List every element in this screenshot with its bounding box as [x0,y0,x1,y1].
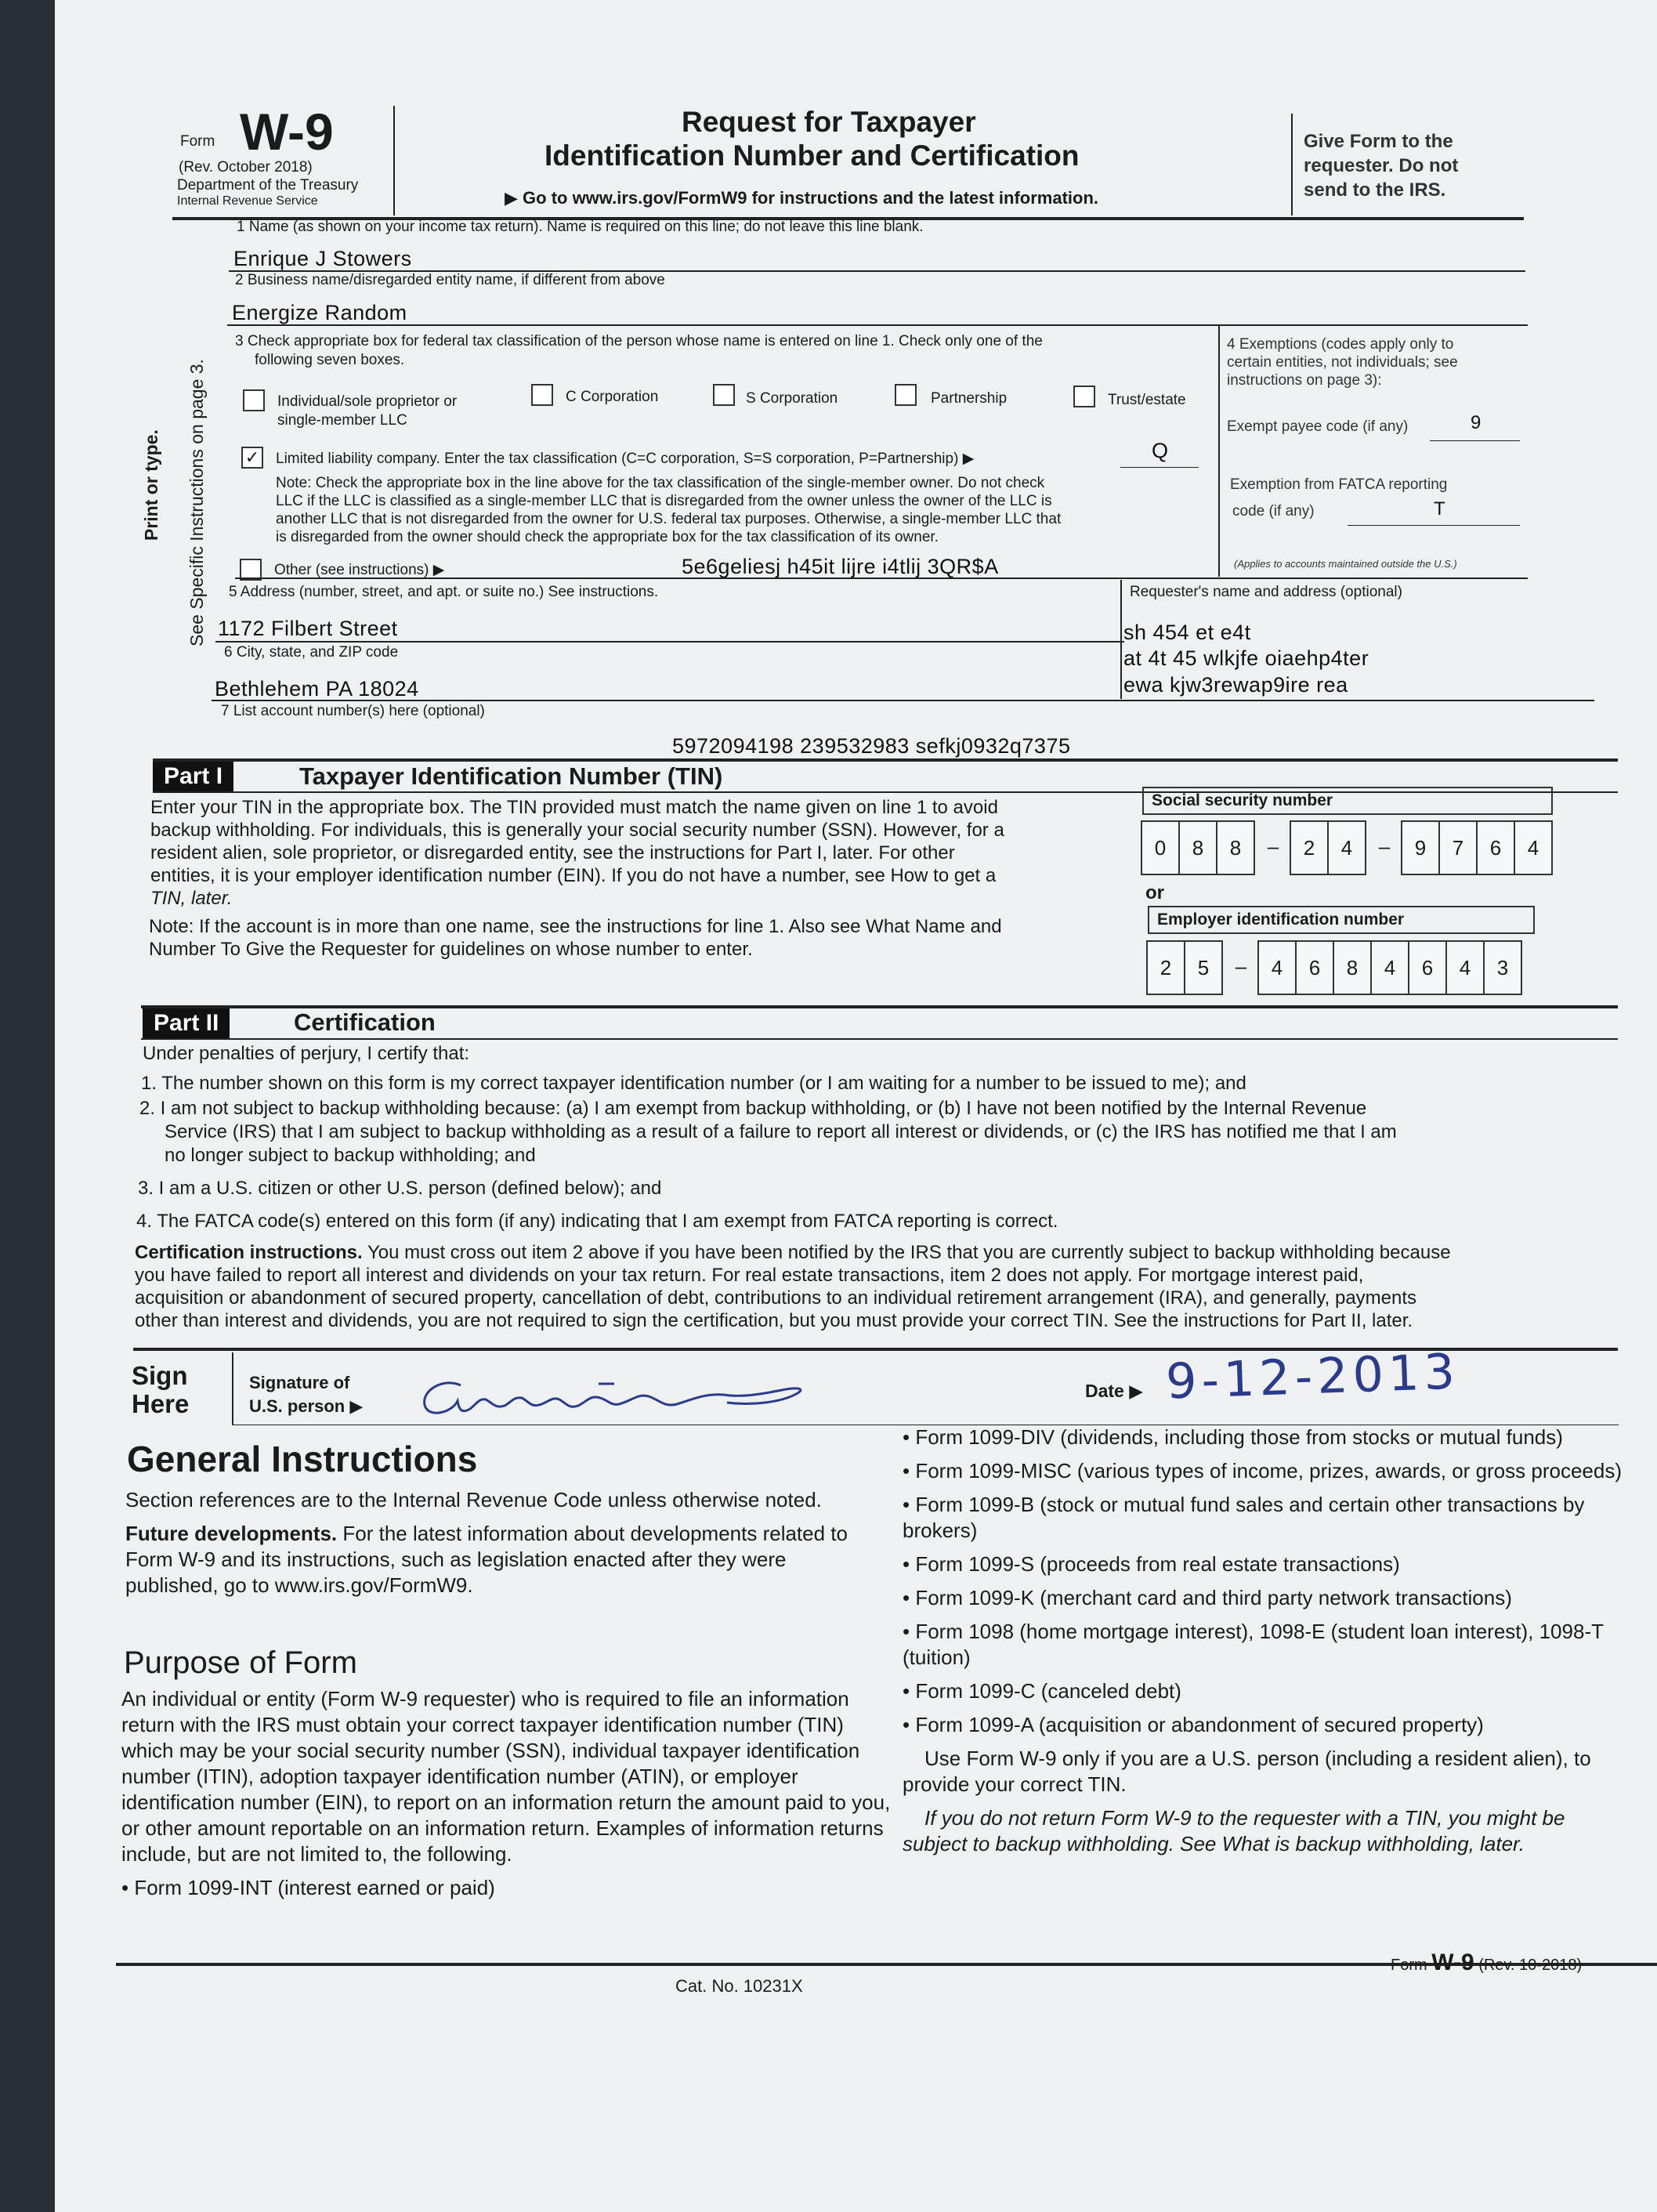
cert-instructions [135,1241,1623,1332]
line2-label: 2 Business name/disregarded entity name, if different from above [235,272,665,288]
cert-instructions-2: you have failed to report all interest and dividends on your tax return. For real estate transactions, item 2 does not apply. For mortgage interest paid, [135,1265,1364,1286]
cert-item-2-line-2: Service (IRS) that I am subject to backup withholding as a result of a failure to report all interest or dividends, or (c) the IRS has notified me that I am [165,1121,1397,1142]
bullet-1098: • Form 1098 (home mortgage interest), 1098-E (student loan interest), 1098-T (tuition) [903,1620,1604,1669]
cert-item-3: 3. I am a U.S. citizen or other U.S. person (defined below); and [138,1178,662,1199]
print-or-type: Print or type. [141,429,161,541]
ssn-digit[interactable]: 9 [1401,820,1440,875]
purpose-heading: Purpose of Form [124,1645,357,1680]
general-instructions-right [903,1425,1623,1865]
future-developments-text: For the latest information about developments related to Form W-9 and its instructions, such as legislation enacted after they were published, go to www.irs.gov/FormW9. [125,1522,848,1597]
cert-item-2-line-1: 2. I am not subject to backup withholding because: (a) I am exempt from backup withholding, or (b) I have not been notified by the Internal Revenue [139,1098,1367,1119]
ssn-digit[interactable]: 4 [1327,820,1366,875]
ein-digit[interactable]: 6 [1408,940,1447,995]
exemptions-label-2: certain entities, not individuals; see [1227,354,1458,371]
ssn-field[interactable] [1142,820,1553,875]
exemptions-label-1: 4 Exemptions (codes apply only to [1227,336,1454,353]
purpose-column [121,1686,897,1909]
part2-tag: Part II [143,1008,230,1038]
handwritten-signature [414,1362,821,1425]
bullet-1099-c: • Form 1099-C (canceled debt) [903,1679,1181,1703]
line6-label: 6 City, state, and ZIP code [224,644,399,661]
general-instructions-left [125,1487,877,1606]
signature-label-1: Signature of [249,1373,350,1392]
fatca-applies-note: (Applies to accounts maintained outside the U.S.) [1234,558,1457,570]
line7-account-value[interactable]: 5972094198 239532983 sefkj0932q7375 [672,734,1071,758]
signature-label-2: U.S. person ▶ [249,1396,364,1416]
line5-address-value[interactable]: 1172 Filbert Street [218,617,398,640]
llc-checkbox[interactable]: ✓ [241,447,263,469]
ein-field[interactable] [1148,940,1522,995]
cert-item-2-line-3: no longer subject to backup withholding; and [165,1145,536,1166]
ein-digit[interactable]: 2 [1146,940,1185,995]
part2-title: Certification [294,1008,436,1036]
ssn-digit[interactable]: 0 [1141,820,1180,875]
section-references-text: Section references are to the Internal Revenue Code unless otherwise noted. [125,1488,822,1511]
part1-text-3: resident alien, sole proprietor, or disregarded entity, see the instructions for Part I, later. For other [150,842,955,863]
goto-instructions: ▶ Go to www.irs.gov/FormW9 for instructions and the latest information. [505,188,1099,208]
line3-label-1: 3 Check appropriate box for federal tax classification of the person whose name is entered on line 1. Check only one of the [235,333,1043,349]
llc-note-1: Note: Check the appropriate box in the line above for the tax classification of the single-member owner. Do not check [276,475,1045,491]
requester-line-1[interactable]: sh 454 et e4t [1123,621,1251,644]
signature-label [249,1371,363,1418]
cert-item-4: 4. The FATCA code(s) entered on this form (if any) indicating that I am exempt from FATCA reporting is correct. [136,1211,1058,1232]
other-label: Other (see instructions) ▶ [274,562,445,578]
give-form-note: Give Form to the requester. Do not send to the IRS. [1304,131,1459,201]
partnership-checkbox[interactable] [895,384,917,406]
or-label: or [1145,882,1164,903]
line3-label-2: following seven boxes. [255,352,405,368]
requester-label: Requester's name and address (optional) [1130,584,1402,600]
line1-name-value[interactable]: Enrique J Stowers [233,247,412,270]
footer-form-name: W-9 [1431,1950,1474,1975]
sign-word: Sign [132,1361,188,1390]
bullet-1099-misc: • Form 1099-MISC (various types of income, prizes, awards, or gross proceeds) [903,1459,1622,1483]
individual-checkbox[interactable] [243,389,265,411]
footer-form-word: Form [1391,1957,1427,1974]
s-corporation-checkbox[interactable] [713,384,735,406]
line5-label: 5 Address (number, street, and apt. or suite no.) See instructions. [229,584,659,600]
bullet-1099-s: • Form 1099-S (proceeds from real estate transactions) [903,1552,1400,1576]
cert-instructions-3: acquisition or abandonment of secured property, cancellation of debt, contributions to an individual retirement arrangement (IRA), and generally, payments [135,1287,1417,1309]
ssn-dash: – [1378,834,1391,858]
ssn-dash: – [1267,834,1279,858]
llc-note-3: another LLC that is not disregarded from the owner for U.S. federal tax purposes. Otherwise, a single-member LLC that [276,511,1062,527]
llc-note-4: is disregarded from the owner should check the appropriate box for the tax classification of its owner. [276,529,939,545]
c-corporation-checkbox[interactable] [531,384,553,406]
part1-text-5: TIN, later. [150,888,233,909]
part1-note-1: Note: If the account is in more than one name, see the instructions for line 1. Also see What Name and [149,916,1002,937]
ein-digit[interactable]: 6 [1295,940,1334,995]
exemptions-label [1227,335,1458,389]
bullet-1099-div: • Form 1099-DIV (dividends, including those from stocks or mutual funds) [903,1425,1563,1449]
trust-estate-checkbox[interactable] [1073,386,1095,407]
department: Department of the Treasury [177,177,359,194]
bullet-1099-a: • Form 1099-A (acquisition or abandonment of secured property) [903,1713,1484,1736]
requester-line-2[interactable]: at 4t 45 wlkjfe oiaehp4ter [1123,646,1369,670]
part1-text-1: Enter your TIN in the appropriate box. The TIN provided must match the name given on line 1 to avoid [150,797,998,818]
partnership-label: Partnership [931,390,1008,407]
date-value[interactable]: 9-12-2013 [1164,1342,1461,1410]
exempt-payee-label: Exempt payee code (if any) [1227,418,1409,435]
side-label [141,429,162,541]
w9-form-sheet [55,0,1657,2212]
part1-note-2: Number To Give the Requester for guidelines on whose number to enter. [149,939,753,960]
bullet-1099-int: • Form 1099-INT (interest earned or paid) [121,1876,495,1899]
cert-item-1: 1. The number shown on this form is my correct taxpayer identification number (or I am waiting for a number to be issued to me); and [141,1073,1246,1094]
form-revision: (Rev. October 2018) [179,159,313,176]
general-instructions-heading: General Instructions [127,1439,478,1479]
part1-text [150,796,1004,910]
line2-business-value[interactable]: Energize Random [232,301,407,324]
line7-label: 7 List account number(s) here (optional) [221,703,485,719]
requester-line-3[interactable]: ewa kjw3rewap9ire rea [1123,673,1348,697]
llc-note-2: LLC if the LLC is classified as a single-member LLC that is disregarded from the owner unless the owner of the LLC is [276,493,1052,509]
ssn-digit[interactable]: 8 [1216,820,1255,875]
ein-label: Employer identification number [1148,906,1535,934]
ein-digit[interactable]: 4 [1445,940,1485,995]
ssn-digit[interactable]: 6 [1476,820,1515,875]
ein-digit[interactable]: 5 [1184,940,1223,995]
exempt-payee-value[interactable]: 9 [1471,412,1482,433]
part1-text-4: entities, it is your employer identification number (EIN). If you do not have a number, see How to get a [150,865,997,886]
ssn-label: Social security number [1142,787,1553,815]
fatca-value[interactable]: T [1434,498,1446,520]
form-name: W-9 [240,103,334,161]
cert-instructions-1: You must cross out item 2 above if you have been notified by the IRS that you are currently subject to backup withholding because [367,1242,1451,1263]
fatca-label-1: Exemption from FATCA reporting [1230,476,1448,493]
form-word: Form [180,133,215,150]
individual-label-2: single-member LLC [277,412,407,429]
c-corporation-label: C Corporation [566,389,659,405]
other-value[interactable]: 5e6geliesj h45it lijre i4tlij 3QR$A [682,555,999,578]
date-label: Date ▶ [1085,1381,1143,1401]
if-not-return-text: If you do not return Form W-9 to the requester with a TIN, you might be subject to backup withholding. See What is backup withholding, later. [903,1806,1565,1855]
cat-number: Cat. No. 10231X [675,1976,803,1996]
ssn-digit[interactable]: 7 [1438,820,1478,875]
ein-digit[interactable]: 8 [1333,940,1372,995]
here-word: Here [132,1389,190,1418]
part1-tag: Part I [153,762,233,791]
fatca-label-2: code (if any) [1232,503,1315,520]
ssn-digit[interactable]: 4 [1514,820,1553,875]
part1-title: Taxpayer Identification Number (TIN) [299,762,723,790]
footer-form-rev: (Rev. 10-2018) [1478,1957,1583,1974]
individual-label: Individual/sole proprietor or [277,393,458,410]
sign-here-label [132,1362,189,1418]
part1-text-2: backup withholding. For individuals, this is generally your social security number (SSN). However, for a [150,820,1004,841]
title-line-2: Identification Number and Certification [544,139,1080,172]
line1-label: 1 Name (as shown on your income tax return). Name is required on this line; do not leave this line blank. [237,219,924,235]
ssn-digit[interactable]: 8 [1178,820,1217,875]
ein-digit[interactable]: 4 [1370,940,1409,995]
title-line-1: Request for Taxpayer [682,106,976,138]
irs-label: Internal Revenue Service [177,194,318,208]
llc-classification-value[interactable]: Q [1152,439,1169,462]
use-form-text: Use Form W-9 only if you are a U.S. person (including a resident alien), to provide your correct TIN. [903,1747,1591,1796]
footer-form-label [1391,1950,1582,1976]
future-developments-head: Future developments. [125,1522,338,1545]
part1-note [149,915,1002,961]
llc-label: Limited liability company. Enter the tax classification (C=C corporation, S=S corporation, P=Partnership) ▶ [276,451,975,467]
see-instructions-label: See Specific Instructions on page 3. [186,359,207,646]
cert-instructions-4: other than interest and dividends, you are not required to sign the certification, but you must provide your correct TIN. See the instructions for Part II, later. [135,1310,1413,1331]
purpose-text: An individual or entity (Form W-9 requester) who is required to file an information return with the IRS must obtain your correct taxpayer identification number (TIN) which may be your social security number (SSN), individual taxpayer identification number (ITIN), adoption taxpayer identification number (ATIN), or employer identification number (EIN), to report on an information return the amount paid to you, or other amount reportable on an information return. Examples of information returns include, but are not limited to, the following. [121,1687,891,1866]
bullet-1099-b: • Form 1099-B (stock or mutual fund sales and certain other transactions by brokers) [903,1493,1585,1542]
cert-instructions-head: Certification instructions. [135,1242,363,1263]
exemptions-label-3: instructions on page 3): [1227,372,1382,389]
bullet-1099-k: • Form 1099-K (merchant card and third party network transactions) [903,1586,1512,1609]
cert-intro: Under penalties of perjury, I certify that: [143,1043,470,1064]
line6-city-value[interactable]: Bethlehem PA 18024 [215,677,419,701]
ein-dash: – [1235,954,1247,978]
ein-digit[interactable]: 4 [1257,940,1297,995]
ssn-digit[interactable]: 2 [1290,820,1329,875]
s-corporation-label: S Corporation [746,390,838,407]
signature-field[interactable] [414,1362,821,1425]
ein-digit[interactable]: 3 [1483,940,1522,995]
trust-estate-label: Trust/estate [1108,392,1186,408]
